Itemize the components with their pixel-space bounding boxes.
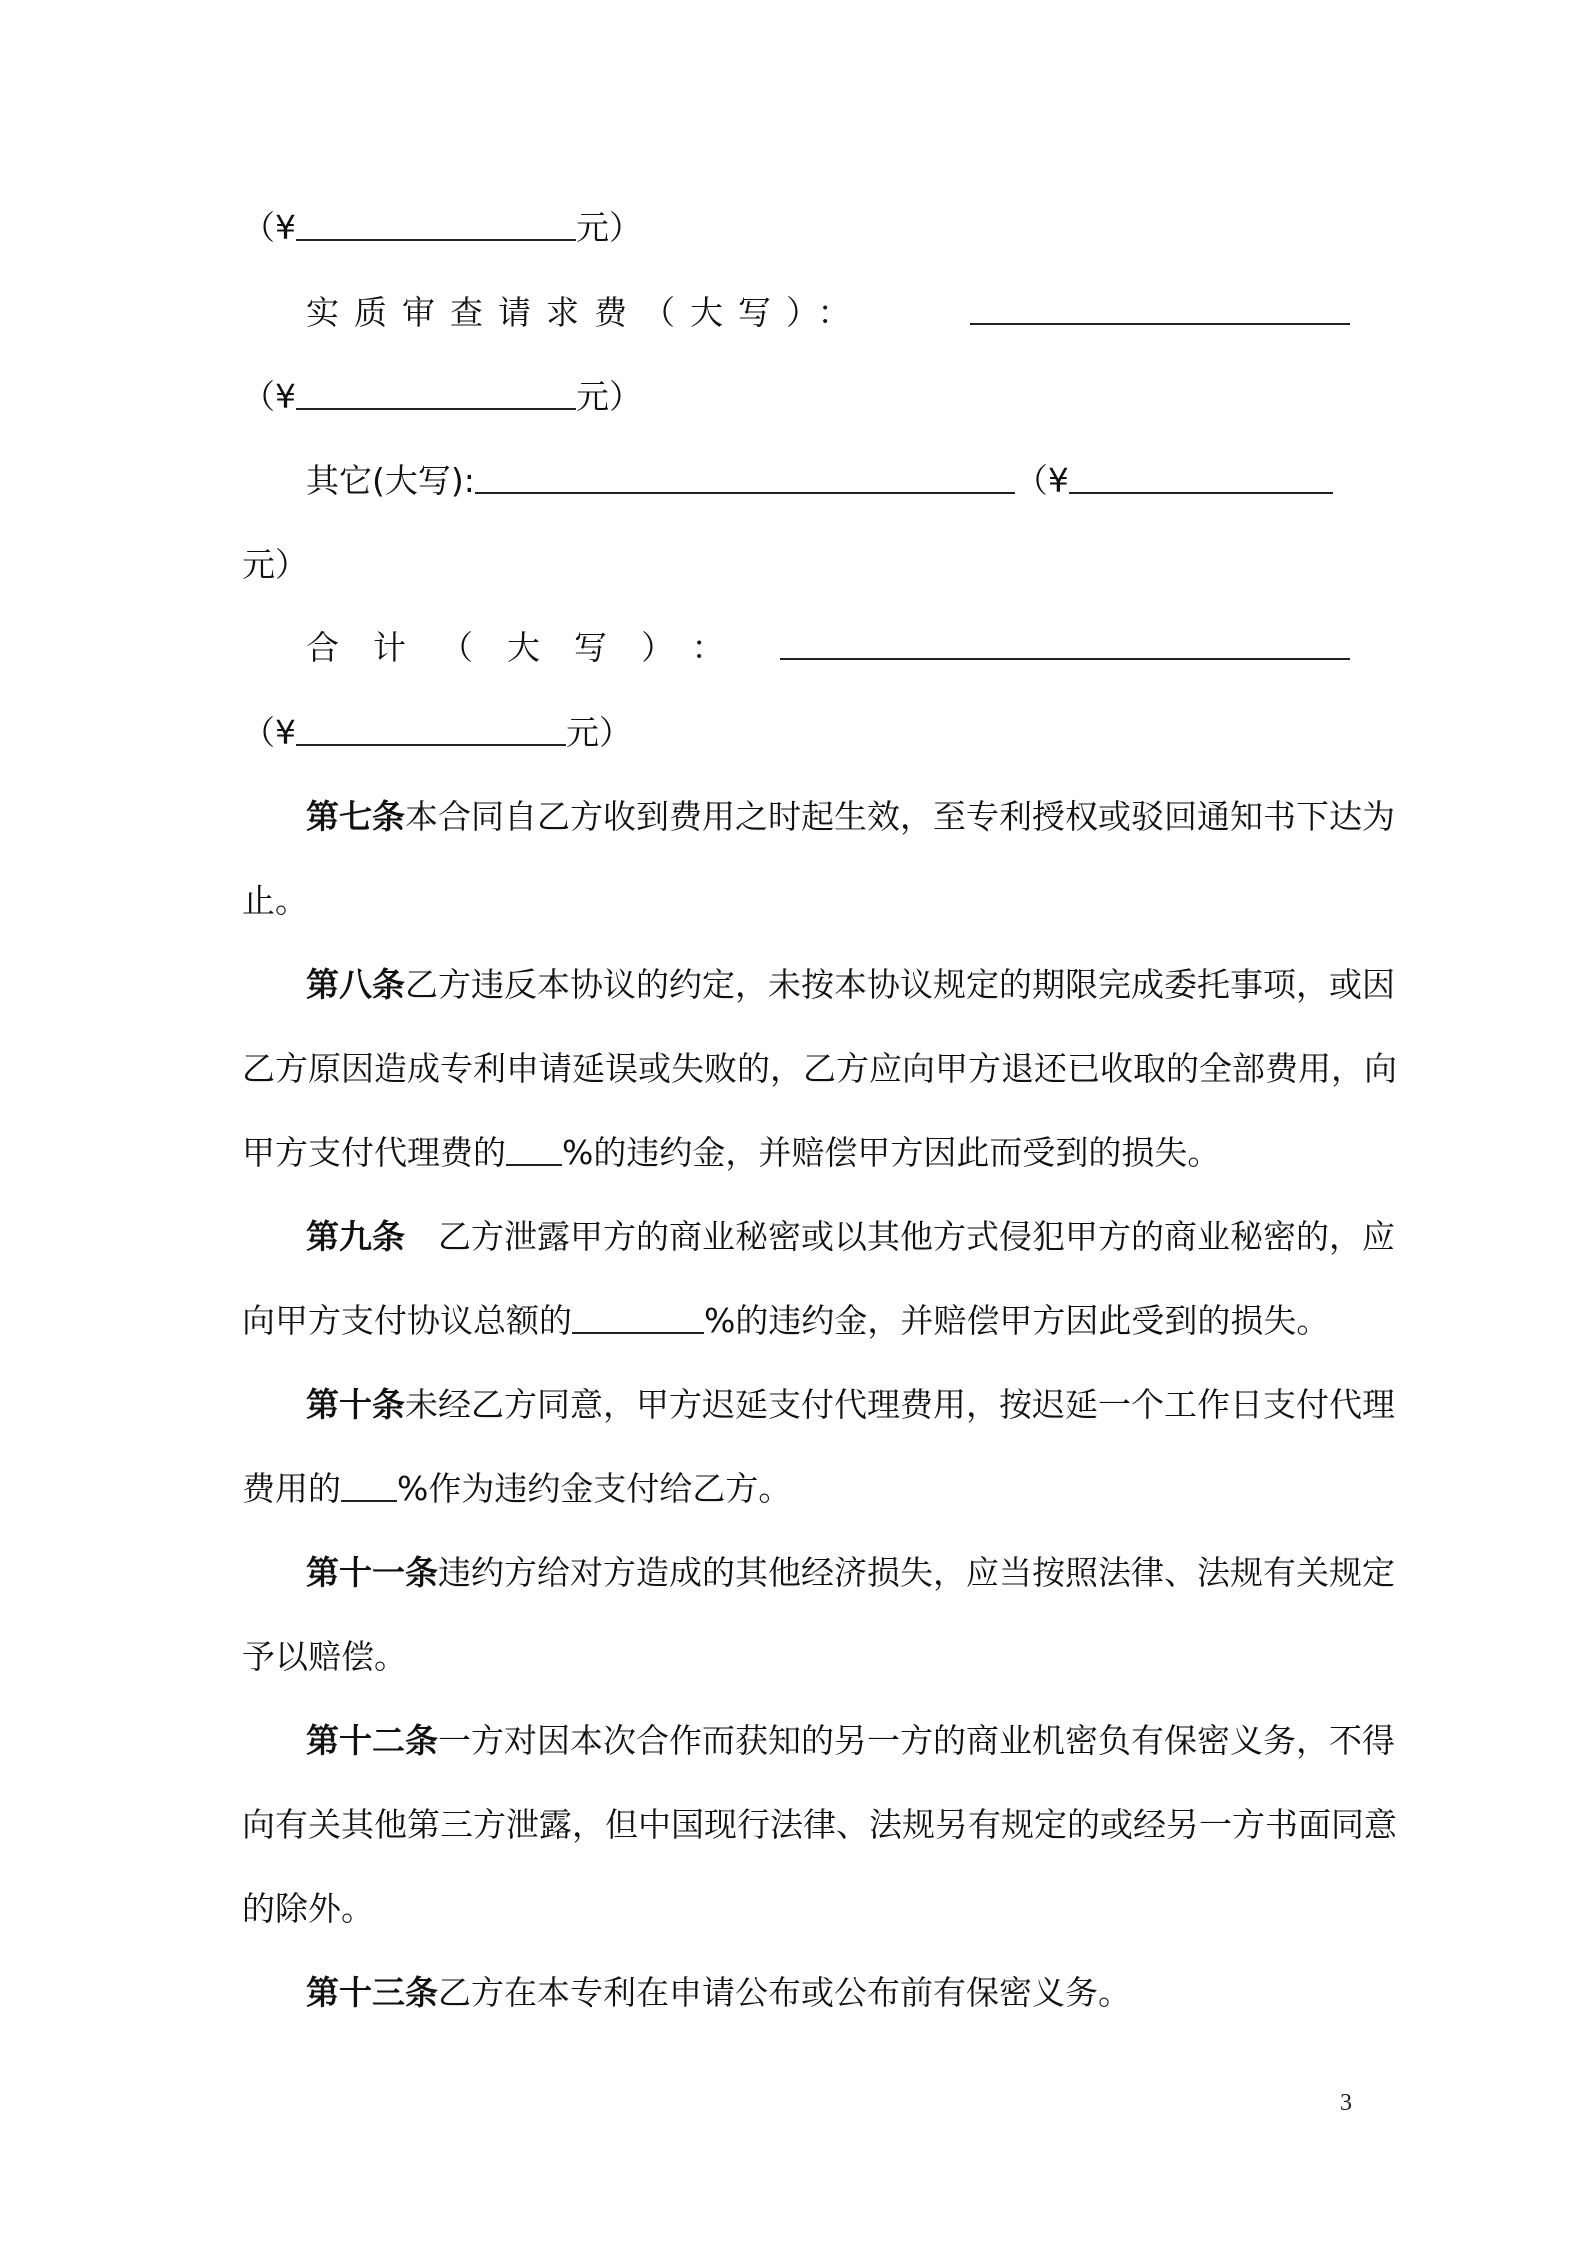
clause-9-text: %的违约金，并赔偿甲方因此受到的损失。 bbox=[704, 1301, 1330, 1340]
blank-field bbox=[970, 293, 1350, 325]
page-number: 3 bbox=[1340, 2090, 1352, 2116]
blank-field bbox=[296, 209, 576, 241]
clause-8-text: 乙方违反本协议的约定，未按本协议规定的期限完成委托事项，或因 bbox=[405, 965, 1395, 1004]
clause-8-line-2 bbox=[242, 1049, 1397, 1089]
fee-line-other-close bbox=[242, 545, 1350, 585]
clause-7-title: 第七条 bbox=[306, 797, 405, 836]
yuan-close: 元） bbox=[566, 713, 632, 752]
yuan-open: （¥ bbox=[242, 377, 296, 416]
clause-13-text: 乙方在本专利在申请公布或公布前有保密义务。 bbox=[438, 1973, 1131, 2012]
clause-12-text: 一方对因本次合作而获知的另一方的商业机密负有保密义务，不得 bbox=[438, 1721, 1395, 1760]
clause-9-text: 乙方泄露甲方的商业秘密或以其他方式侵犯甲方的商业秘密的，应 bbox=[405, 1217, 1395, 1256]
blank-field bbox=[341, 1470, 397, 1502]
clause-12-line-3 bbox=[242, 1889, 1350, 1929]
clause-8-title: 第八条 bbox=[306, 965, 405, 1004]
clause-7-text: 止。 bbox=[242, 881, 308, 920]
clause-10-title: 第十条 bbox=[306, 1385, 405, 1424]
clause-11-line-2 bbox=[242, 1637, 1350, 1677]
clause-11-title: 第十一条 bbox=[306, 1553, 438, 1592]
clause-11-text: 违约方给对方造成的其他经济损失，应当按照法律、法规有关规定 bbox=[438, 1553, 1395, 1592]
exam-fee-label: 实质审查请求费（大写）： bbox=[306, 293, 866, 332]
blank-field bbox=[1069, 462, 1333, 494]
clause-11-text: 予以赔偿。 bbox=[242, 1637, 407, 1676]
blank-field bbox=[296, 714, 566, 746]
fee-line-total-amount bbox=[242, 713, 1350, 753]
clause-12-text: 的除外。 bbox=[242, 1889, 374, 1928]
clause-7-line-1 bbox=[306, 797, 1395, 837]
yuan-close: 元） bbox=[576, 208, 642, 247]
clause-7-text: 本合同自乙方收到费用之时起生效，至专利授权或驳回通知书下达为 bbox=[405, 797, 1395, 836]
blank-field bbox=[475, 462, 1015, 494]
yuan-close: 元） bbox=[242, 545, 308, 584]
yuan-close: 元） bbox=[576, 377, 642, 416]
clause-8-text: 乙方原因造成专利申请延误或失败的，乙方应向甲方退还已收取的全部费用，向 bbox=[242, 1049, 1397, 1088]
fee-line-other bbox=[306, 461, 1350, 501]
clause-8-line-3 bbox=[242, 1133, 1350, 1173]
blank-field bbox=[506, 1134, 562, 1166]
clause-8-line-1 bbox=[306, 965, 1395, 1005]
clause-7-line-2 bbox=[242, 881, 1350, 921]
clause-10-text: 未经乙方同意，甲方迟延支付代理费用，按迟延一个工作日支付代理 bbox=[405, 1385, 1395, 1424]
yuan-open: （¥ bbox=[1014, 461, 1069, 500]
clause-9-title: 第九条 bbox=[306, 1217, 405, 1256]
clause-8-text: %的违约金，并赔偿甲方因此而受到的损失。 bbox=[562, 1133, 1221, 1172]
clause-8-text: 甲方支付代理费的 bbox=[242, 1133, 506, 1172]
other-fee-label: 其它(大写): bbox=[306, 461, 475, 500]
clause-9-line-2 bbox=[242, 1301, 1350, 1341]
yuan-open: （¥ bbox=[242, 713, 296, 752]
fee-line-exam bbox=[306, 293, 1350, 333]
clause-9-line-1 bbox=[306, 1217, 1395, 1257]
total-fee-label: 合计（大写）： bbox=[306, 628, 759, 667]
clause-12-text: 向有关其他第三方泄露，但中国现行法律、法规另有规定的或经另一方书面同意 bbox=[242, 1805, 1397, 1844]
blank-field bbox=[780, 628, 1350, 660]
clause-13-title: 第十三条 bbox=[306, 1973, 438, 2012]
clause-9-text: 向甲方支付协议总额的 bbox=[242, 1301, 572, 1340]
clause-10-text: %作为违约金支付给乙方。 bbox=[397, 1469, 792, 1508]
fee-line-previous-amount bbox=[242, 208, 1350, 248]
yuan-open: （¥ bbox=[242, 208, 296, 247]
clause-12-line-2 bbox=[242, 1805, 1397, 1845]
fee-line-exam-amount bbox=[242, 377, 1350, 417]
fee-line-total bbox=[306, 628, 1350, 668]
clause-10-text: 费用的 bbox=[242, 1469, 341, 1508]
clause-13-line-1 bbox=[306, 1973, 1350, 2013]
clause-12-title: 第十二条 bbox=[306, 1721, 438, 1760]
clause-10-line-1 bbox=[306, 1385, 1395, 1425]
clause-12-line-1 bbox=[306, 1721, 1395, 1761]
blank-field bbox=[296, 378, 576, 410]
clause-10-line-2 bbox=[242, 1469, 1350, 1509]
blank-field bbox=[572, 1302, 704, 1334]
clause-11-line-1 bbox=[306, 1553, 1395, 1593]
